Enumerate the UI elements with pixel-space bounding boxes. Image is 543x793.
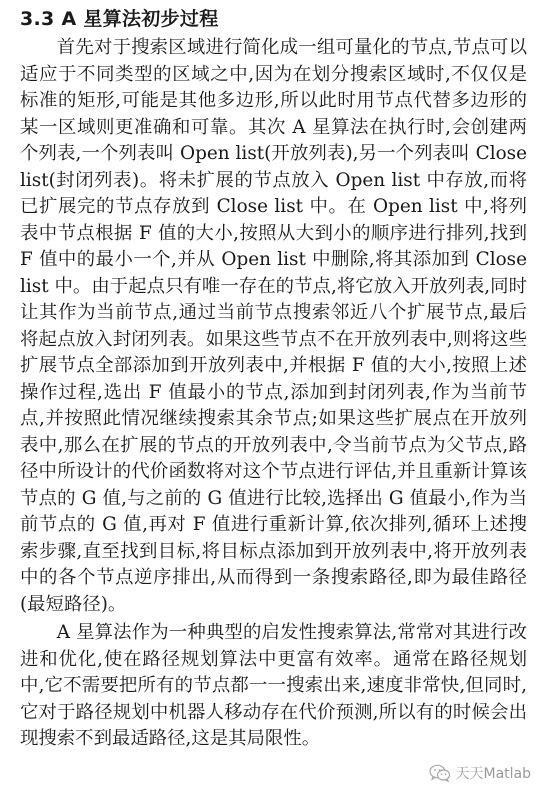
paragraph-1: 首先对于搜索区域进行简化成一组可量化的节点,节点可以适应于不同类型的区域之中,因为在划分搜索区域时,不仅仅是标准的矩形,可能是其他多边形,所以此时用节点代替多边形的某一区域则更准确和可靠。其次 A 星算法在执行时,会创建两个列表,一个列表叫 Open list(开放列表),另一个列表叫 Close list(封闭列表)。将未扩展的节点放入 Open list 中存放,而将已扩展完的节点存放到 Close list 中。在 Open list 中,将列表中节点根据 F 值的大小,按照从大到小的顺序进行排列,找到 F 值中的最小一个,并从 Open list 中删除,将其添加到 Close list 中。由于起点只有唯一存在的节点,将它放入开放列表,同时让其作为当前节点,通过当前节点搜索邻近八个扩展节点,最后将起点放入封闭列表。如果这些节点不在开放列表中,则将这些扩展节点全部添加到开放列表中,并根据 F 值的大小,按照上述操作过程,选出 F 值最小的节点,添加到封闭列表,作为当前节点,并按照此情况继续搜索其余节点;如果这些扩展点在开放列表中,那么在扩展的节点的开放列表中,令当前节点为父节点,路径中所设计的代价函数将对这个节点进行评估,并且重新计算该节点的 G 值,与之前的 G 值进行比较,选择出 G 值最小,作为当前节点的 G 值,再对 F 值进行重新计算,依次排列,循环上述搜索步骤,直至找到目标,将目标点添加到开放列表中,将开放列表中的各个节点逆序排出,从而得到一条搜索路径,即为最佳路径(最短路径)。: [20, 37, 527, 615]
paragraph-2: A 星算法作为一种典型的启发性搜索算法,常常对其进行改进和优化,使在路径规划算法中更富有效率。通常在路径规划中,它不需要把所有的节点都一一搜索出来,速度非常快,但同时,它对于路径规划中机器人移动存在代价预测,所以有的时候会出现搜索不到最适路径,这是其局限性。: [20, 622, 527, 749]
section-heading: 3.3 A 星算法初步过程: [20, 8, 219, 30]
watermark: [429, 763, 531, 783]
wechat-icon: [429, 764, 451, 782]
watermark-text: 天天Matlab: [455, 766, 531, 782]
